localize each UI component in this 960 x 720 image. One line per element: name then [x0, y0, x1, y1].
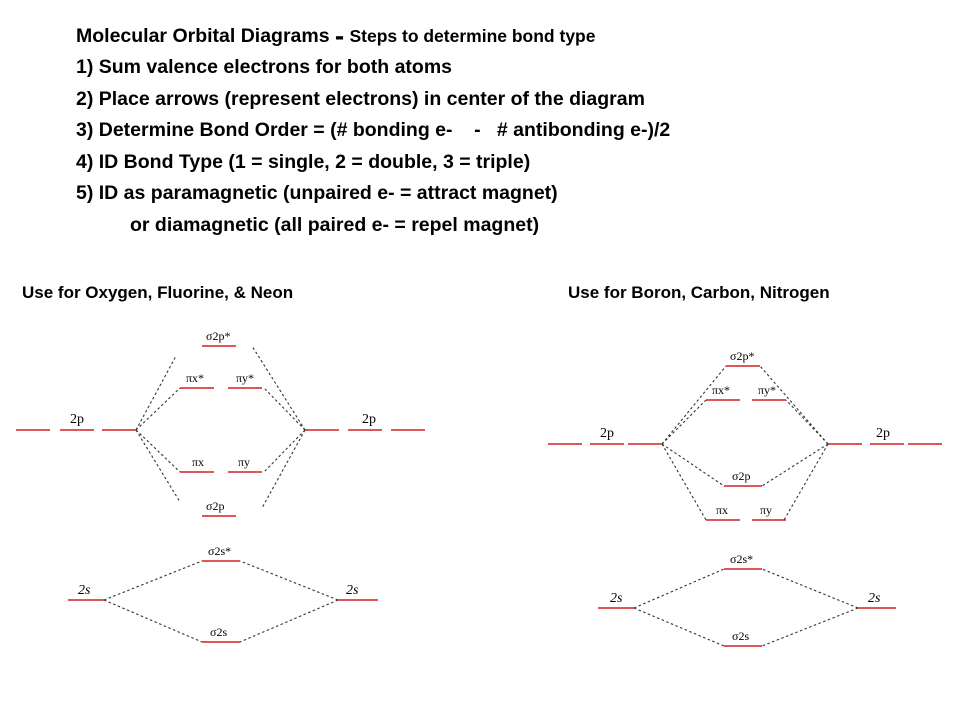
- connector: [786, 400, 828, 444]
- connector: [104, 561, 202, 600]
- connector: [760, 366, 828, 444]
- connector: [784, 444, 828, 520]
- label-pi-y: πy: [760, 503, 773, 517]
- caption-right-diagram: Use for Boron, Carbon, Nitrogen: [568, 283, 830, 302]
- caption-left-diagram: Use for Oxygen, Fluorine, & Neon: [22, 283, 294, 302]
- right-diagram-labels: [600, 349, 890, 643]
- connector: [634, 608, 724, 646]
- connector: [662, 444, 706, 520]
- connector: [264, 430, 305, 472]
- label-atomic-2s-right: 2s: [346, 583, 359, 598]
- step-4: 4) ID Bond Type (1 = single, 2 = double, 3 = triple): [76, 150, 531, 173]
- label-sigma-2s: σ2s: [210, 625, 228, 639]
- label-pi-y-star: πy*: [758, 383, 777, 397]
- orbital-levels: [16, 346, 942, 646]
- connector: [136, 388, 180, 430]
- step-5-continued: or diamagnetic (all paired e- = repel magnet): [130, 213, 540, 236]
- connector: [262, 430, 305, 508]
- label-sigma-2p-star: σ2p*: [206, 329, 231, 343]
- connector: [662, 400, 706, 444]
- label-pi-y: πy: [238, 455, 251, 469]
- step-2: 2) Place arrows (represent electrons) in center of the diagram: [76, 87, 645, 110]
- left-diagram-labels: [70, 329, 376, 639]
- page-title: Molecular Orbital Diagrams: [76, 25, 330, 47]
- connector: [762, 444, 828, 486]
- connector: [240, 561, 338, 600]
- label-sigma-2p: σ2p: [206, 499, 225, 513]
- step-1: 1) Sum valence electrons for both atoms: [76, 56, 453, 78]
- label-atomic-2s-right: 2s: [868, 591, 881, 606]
- label-pi-x-star: πx*: [186, 371, 205, 385]
- label-pi-x: πx: [192, 455, 205, 469]
- connector: [240, 600, 338, 642]
- label-atomic-2p-right: 2p: [362, 412, 376, 427]
- label-pi-y-star: πy*: [236, 371, 255, 385]
- page-subtitle: Steps to determine bond type: [349, 26, 596, 46]
- label-atomic-2p-left: 2p: [600, 426, 614, 441]
- title-dash: -: [334, 20, 345, 51]
- connector: [104, 600, 202, 642]
- step-5: 5) ID as paramagnetic (unpaired e- = attract magnet): [76, 182, 558, 204]
- label-pi-x: πx: [716, 503, 729, 517]
- connector: [136, 356, 176, 430]
- connector: [762, 608, 858, 646]
- connector: [762, 569, 858, 608]
- connector: [634, 569, 724, 608]
- label-sigma-2s-star: σ2s*: [730, 552, 754, 566]
- connector: [264, 388, 305, 430]
- connector-lines: [104, 346, 858, 646]
- label-pi-x-star: πx*: [712, 383, 731, 397]
- label-sigma-2s: σ2s: [732, 629, 750, 643]
- label-atomic-2s-left: 2s: [610, 591, 623, 606]
- connector: [662, 444, 724, 486]
- label-sigma-2p-star: σ2p*: [730, 349, 755, 363]
- label-sigma-2p: σ2p: [732, 469, 751, 483]
- step-3: 3) Determine Bond Order = (# bonding e- - # antibonding e-)/2: [76, 119, 671, 141]
- connector: [662, 366, 726, 444]
- label-atomic-2p-left: 2p: [70, 412, 84, 427]
- label-atomic-2p-right: 2p: [876, 426, 890, 441]
- label-sigma-2s-star: σ2s*: [208, 544, 232, 558]
- label-atomic-2s-left: 2s: [78, 583, 91, 598]
